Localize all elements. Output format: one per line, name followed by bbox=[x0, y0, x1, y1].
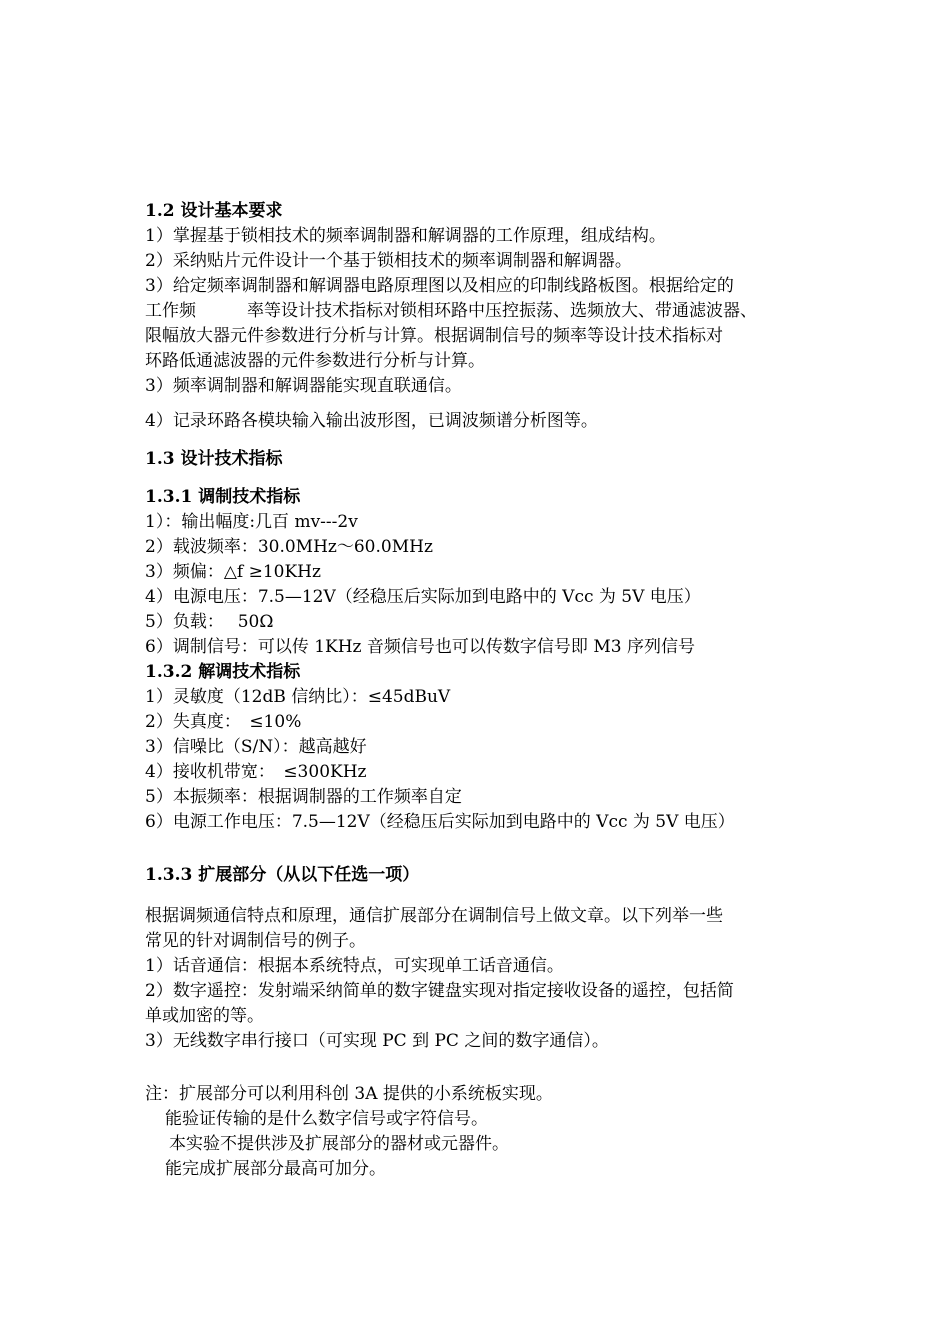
demodulation-spec-item: 1）灵敏度（12dB 信纳比）：≤45dBuV bbox=[145, 687, 451, 707]
requirement-item-continued: 工作频 率等设计技术指标对锁相环路中压控振荡、选频放大、带通滤波器、 bbox=[145, 301, 757, 321]
requirement-item: 1）掌握基于锁相技术的频率调制器和解调器的工作原理，组成结构。 bbox=[145, 226, 666, 246]
requirement-item-continued: 环路低通滤波器的元件参数进行分析与计算。 bbox=[145, 351, 485, 371]
demodulation-spec-item: 6）电源工作电压：7.5—12V（经稳压后实际加到电路中的 Vcc 为 5V 电压） bbox=[145, 812, 735, 832]
note-line: 能完成扩展部分最高可加分。 bbox=[165, 1159, 386, 1179]
section-heading-1-3: 1.3 设计技术指标 bbox=[145, 449, 283, 469]
extension-item-continued: 单或加密的等。 bbox=[145, 1006, 264, 1026]
modulation-spec-item: 6）调制信号：可以传 1KHz 音频信号也可以传数字信号即 M3 序列信号 bbox=[145, 637, 695, 657]
modulation-spec-item: 2）载波频率：30.0MHz～60.0MHz bbox=[145, 537, 433, 557]
demodulation-spec-item: 3）信噪比（S/N）：越高越好 bbox=[145, 737, 367, 757]
extension-intro: 根据调频通信特点和原理，通信扩展部分在调制信号上做文章。以下列举一些 bbox=[145, 906, 723, 926]
extension-item: 2）数字遥控：发射端采纳简单的数字键盘实现对指定接收设备的遥控，包括简 bbox=[145, 981, 734, 1001]
demodulation-spec-item: 4）接收机带宽： ≤300KHz bbox=[145, 762, 367, 782]
note-line: 注：扩展部分可以利用科创 3A 提供的小系统板实现。 bbox=[145, 1084, 553, 1104]
extension-item: 3）无线数字串行接口（可实现 PC 到 PC 之间的数字通信）。 bbox=[145, 1031, 609, 1051]
requirement-item: 3）给定频率调制器和解调器电路原理图以及相应的印制线路板图。根据给定的 bbox=[145, 276, 734, 296]
section-heading-1-3-2: 1.3.2 解调技术指标 bbox=[145, 662, 301, 682]
requirement-item-continued: 限幅放大器元件参数进行分析与计算。根据调制信号的频率等设计技术指标对 bbox=[145, 326, 723, 346]
section-heading-1-3-3: 1.3.3 扩展部分（从以下任选一项） bbox=[145, 865, 420, 885]
modulation-spec-item: 4）电源电压：7.5—12V（经稳压后实际加到电路中的 Vcc 为 5V 电压） bbox=[145, 587, 701, 607]
note-line: 能验证传输的是什么数字信号或字符信号。 bbox=[165, 1109, 488, 1129]
requirement-item: 3）频率调制器和解调器能实现直联通信。 bbox=[145, 376, 462, 396]
extension-item: 1）话音通信：根据本系统特点，可实现单工话音通信。 bbox=[145, 956, 564, 976]
demodulation-spec-item: 2）失真度： ≤10% bbox=[145, 712, 302, 732]
modulation-spec-item: 5）负载： 50Ω bbox=[145, 612, 274, 632]
note-line: 本实验不提供涉及扩展部分的器材或元器件。 bbox=[169, 1134, 509, 1154]
demodulation-spec-item: 5）本振频率：根据调制器的工作频率自定 bbox=[145, 787, 462, 807]
section-heading-1-3-1: 1.3.1 调制技术指标 bbox=[145, 487, 301, 507]
section-heading-1-2: 1.2 设计基本要求 bbox=[145, 201, 283, 221]
requirement-item: 2）采纳贴片元件设计一个基于锁相技术的频率调制器和解调器。 bbox=[145, 251, 632, 271]
requirement-item: 4）记录环路各模块输入输出波形图，已调波频谱分析图等。 bbox=[145, 411, 598, 431]
modulation-spec-item: 1）：输出幅度:几百 mv---2v bbox=[145, 512, 358, 532]
modulation-spec-item: 3）频偏：△f ≥10KHz bbox=[145, 562, 321, 582]
extension-intro-continued: 常见的针对调制信号的例子。 bbox=[145, 931, 366, 951]
document-body bbox=[145, 199, 825, 1182]
